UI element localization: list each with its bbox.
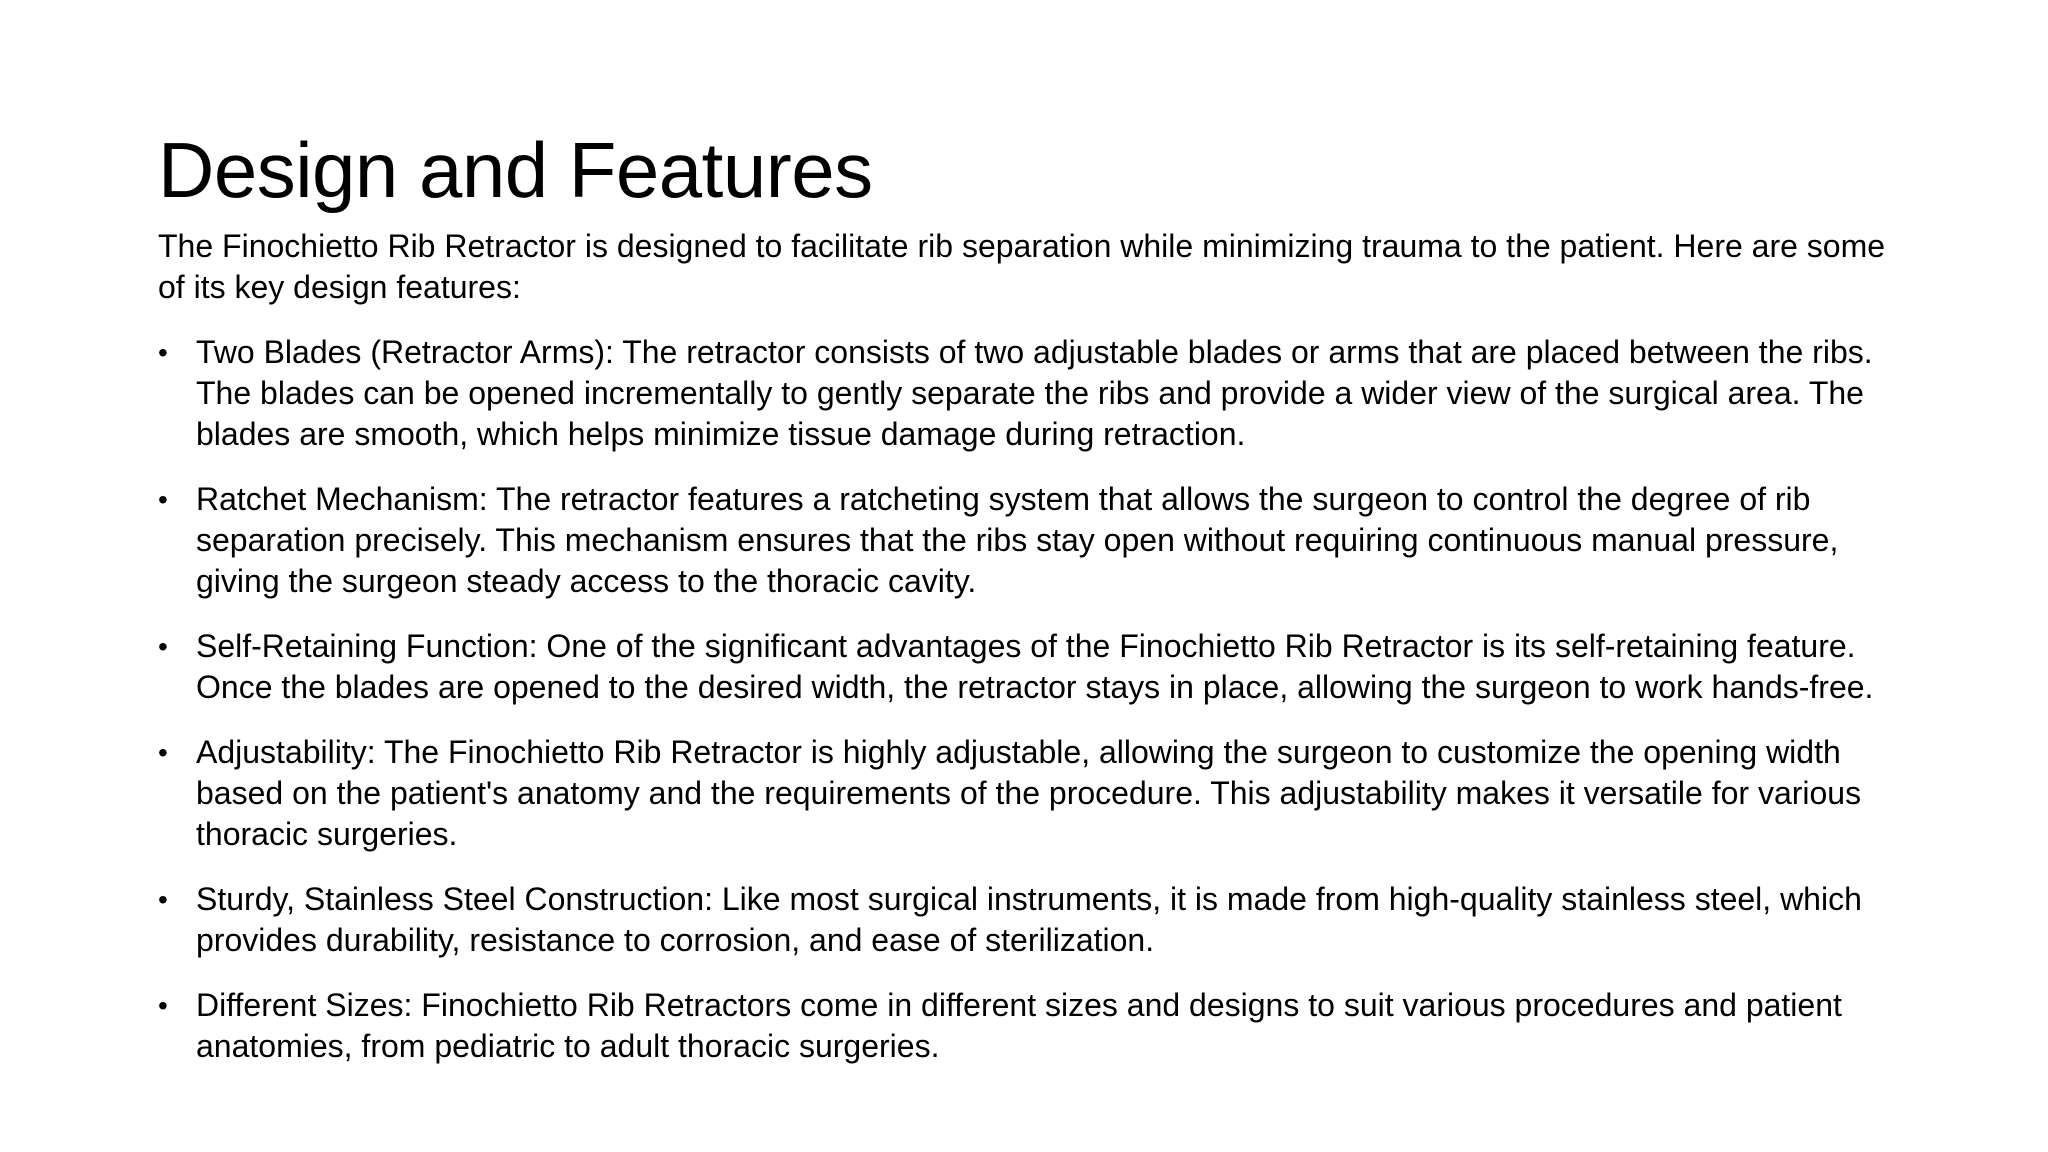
slide-title: Design and Features	[158, 126, 873, 214]
feature-list	[158, 332, 1918, 1067]
bullet-icon: •	[158, 631, 168, 662]
list-item-text: Ratchet Mechanism: The retractor features a ratcheting system that allows the surgeon to control the degree of rib separation precisely. This mechanism ensures that the ribs stay open without requiring continuous manual pressure, giving the surgeon steady access to the thoracic cavity.	[196, 481, 1839, 599]
bullet-icon: •	[158, 737, 168, 768]
list-item-text: Self-Retaining Function: One of the significant advantages of the Finochietto Rib Retractor is its self-retaining feature. Once the blades are opened to the desired width, the retractor stays in place, allowing the surgeon to work hands-free.	[196, 628, 1874, 705]
list-item-text: Adjustability: The Finochietto Rib Retractor is highly adjustable, allowing the surgeon to customize the opening width based on the patient's anatomy and the requirements of the procedure. This adjustability makes it versatile for various thoracic surgeries.	[196, 734, 1862, 852]
list-item-text: Sturdy, Stainless Steel Construction: Like most surgical instruments, it is made from high-quality stainless steel, which provides durability, resistance to corrosion, and ease of sterilization.	[196, 881, 1862, 958]
intro-paragraph: The Finochietto Rib Retractor is designed to facilitate rib separation while minimizing trauma to the patient. Here are some of its key design features:	[158, 228, 1886, 305]
list-item	[158, 479, 1918, 602]
list-item	[158, 332, 1918, 455]
list-item	[158, 879, 1918, 961]
list-item-text: Two Blades (Retractor Arms): The retractor consists of two adjustable blades or arms that are placed between the ribs. The blades can be opened incrementally to gently separate the ribs and provide a wider view of the surgical area. The blades are smooth, which helps minimize tissue damage during retraction.	[196, 334, 1873, 452]
list-item	[158, 732, 1918, 855]
list-item-text: Different Sizes: Finochietto Rib Retractors come in different sizes and designs to suit various procedures and patient anatomies, from pediatric to adult thoracic surgeries.	[196, 987, 1842, 1064]
bullet-icon: •	[158, 484, 168, 515]
bullet-icon: •	[158, 337, 168, 368]
list-item	[158, 985, 1918, 1067]
slide-body	[158, 226, 1918, 1091]
bullet-icon: •	[158, 884, 168, 915]
list-item	[158, 626, 1918, 708]
bullet-icon: •	[158, 990, 168, 1021]
